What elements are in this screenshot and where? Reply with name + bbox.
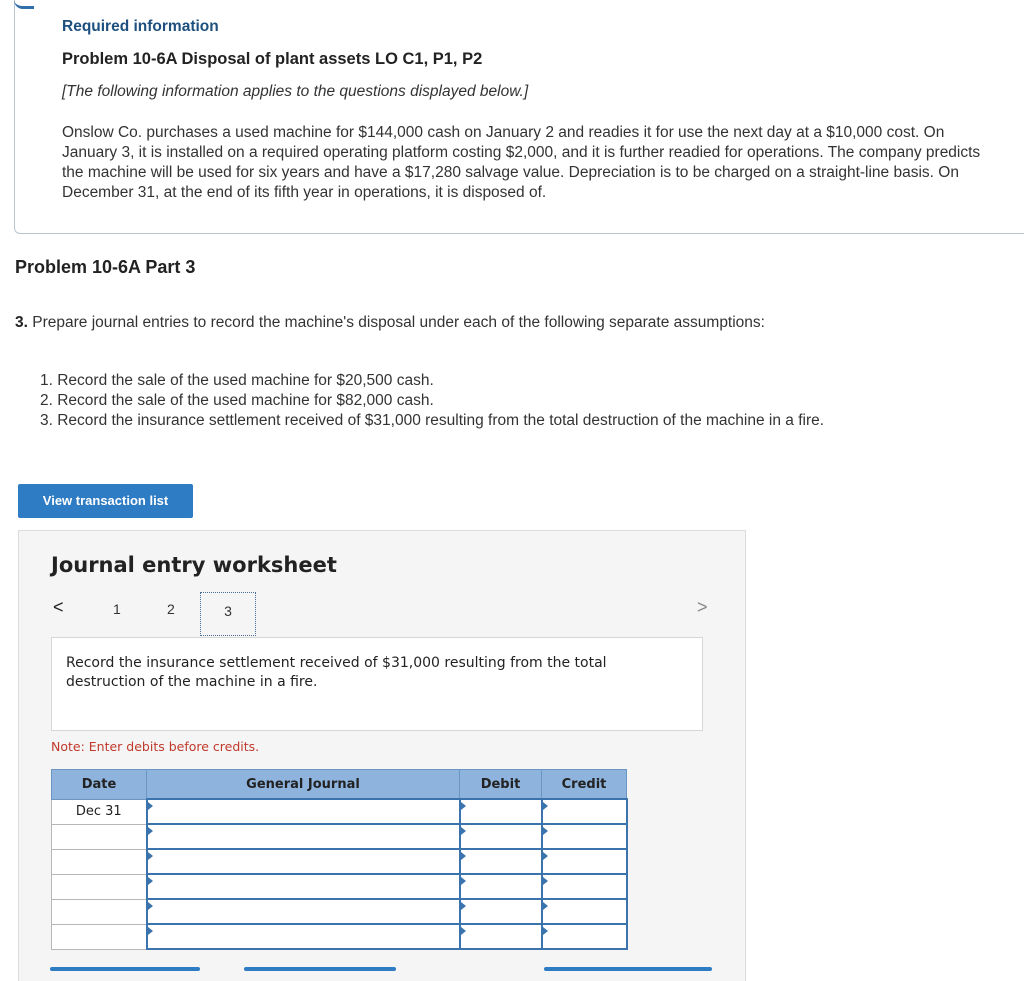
chevron-left-icon[interactable]: < bbox=[53, 597, 64, 617]
account-input[interactable] bbox=[147, 824, 460, 849]
chevron-right-icon[interactable]: > bbox=[697, 597, 708, 617]
view-transaction-list-button[interactable]: View transaction list bbox=[18, 484, 193, 518]
table-header-row bbox=[52, 770, 627, 800]
entry-description: Record the insurance settlement received of $31,000 resulting from the total destruction of the machine in a fire. bbox=[66, 655, 607, 690]
credit-input[interactable] bbox=[542, 924, 627, 949]
table-row bbox=[52, 899, 627, 924]
worksheet-page-3[interactable]: 3 bbox=[200, 592, 256, 636]
question-3 bbox=[15, 314, 765, 332]
col-general-journal: General Journal bbox=[147, 770, 460, 800]
credit-input[interactable] bbox=[542, 824, 627, 849]
credit-input[interactable] bbox=[542, 849, 627, 874]
journal-table bbox=[51, 769, 628, 950]
list-item: 1. Record the sale of the used machine for $20,500 cash. bbox=[40, 372, 434, 389]
question-text: Prepare journal entries to record the machine's disposal under each of the following separate assumptions: bbox=[27, 314, 765, 331]
credit-input[interactable] bbox=[542, 899, 627, 924]
col-credit: Credit bbox=[542, 770, 627, 800]
credit-input[interactable] bbox=[542, 874, 627, 899]
debit-input[interactable] bbox=[460, 899, 542, 924]
table-row bbox=[52, 849, 627, 874]
date-cell bbox=[52, 874, 147, 899]
journal-worksheet bbox=[18, 530, 746, 981]
debits-note: Note: Enter debits before credits. bbox=[51, 739, 260, 754]
debit-input[interactable] bbox=[460, 824, 542, 849]
account-input[interactable] bbox=[147, 849, 460, 874]
date-cell: Dec 31 bbox=[52, 799, 147, 824]
account-input[interactable] bbox=[147, 874, 460, 899]
list-item: 3. Record the insurance settlement received of $31,000 resulting from the total destruction of the machine in a fire. bbox=[40, 412, 825, 429]
clear-entry-button-edge[interactable] bbox=[244, 967, 396, 971]
list-item: 2. Record the sale of the used machine for $82,000 cash. bbox=[40, 392, 434, 409]
account-input[interactable] bbox=[147, 799, 460, 824]
credit-input[interactable] bbox=[542, 799, 627, 824]
question-number: 3. bbox=[15, 314, 28, 331]
worksheet-page-1[interactable]: 1 bbox=[113, 601, 121, 617]
table-row bbox=[52, 799, 627, 824]
account-input[interactable] bbox=[147, 899, 460, 924]
applies-note: [The following information applies to the questions displayed below.] bbox=[62, 83, 529, 100]
col-debit: Debit bbox=[460, 770, 542, 800]
date-cell bbox=[52, 824, 147, 849]
view-general-journal-button-edge[interactable] bbox=[544, 967, 712, 971]
date-cell bbox=[52, 924, 147, 949]
part-title: Problem 10-6A Part 3 bbox=[15, 257, 196, 277]
table-row bbox=[52, 874, 627, 899]
table-row bbox=[52, 924, 627, 949]
col-date: Date bbox=[52, 770, 147, 800]
required-info-title: Required information bbox=[62, 18, 219, 35]
debit-input[interactable] bbox=[460, 849, 542, 874]
worksheet-page-2[interactable]: 2 bbox=[167, 601, 175, 617]
account-input[interactable] bbox=[147, 924, 460, 949]
debit-input[interactable] bbox=[460, 924, 542, 949]
assumption-list bbox=[40, 371, 824, 431]
debit-input[interactable] bbox=[460, 799, 542, 824]
date-cell bbox=[52, 849, 147, 874]
problem-paragraph: Onslow Co. purchases a used machine for $144,000 cash on January 2 and readies it for use the next day at a $10,000 cost. On January 3, it is installed on a required operating platform costing $2,000, and it is further readied for operations. The company predicts the machine will be used for six years and have a $17,280 salvage value. Depreciation is to be charged on a straight-line basis. On December 31, at the end of its fifth year in operations, it is disposed of. bbox=[62, 124, 981, 201]
date-cell bbox=[52, 899, 147, 924]
entry-description-box bbox=[51, 637, 703, 731]
record-entry-button-edge[interactable] bbox=[50, 967, 200, 971]
debit-input[interactable] bbox=[460, 874, 542, 899]
worksheet-title: Journal entry worksheet bbox=[51, 553, 337, 577]
table-row bbox=[52, 824, 627, 849]
problem-title: Problem 10-6A Disposal of plant assets LO C1, P1, P2 bbox=[62, 50, 483, 68]
